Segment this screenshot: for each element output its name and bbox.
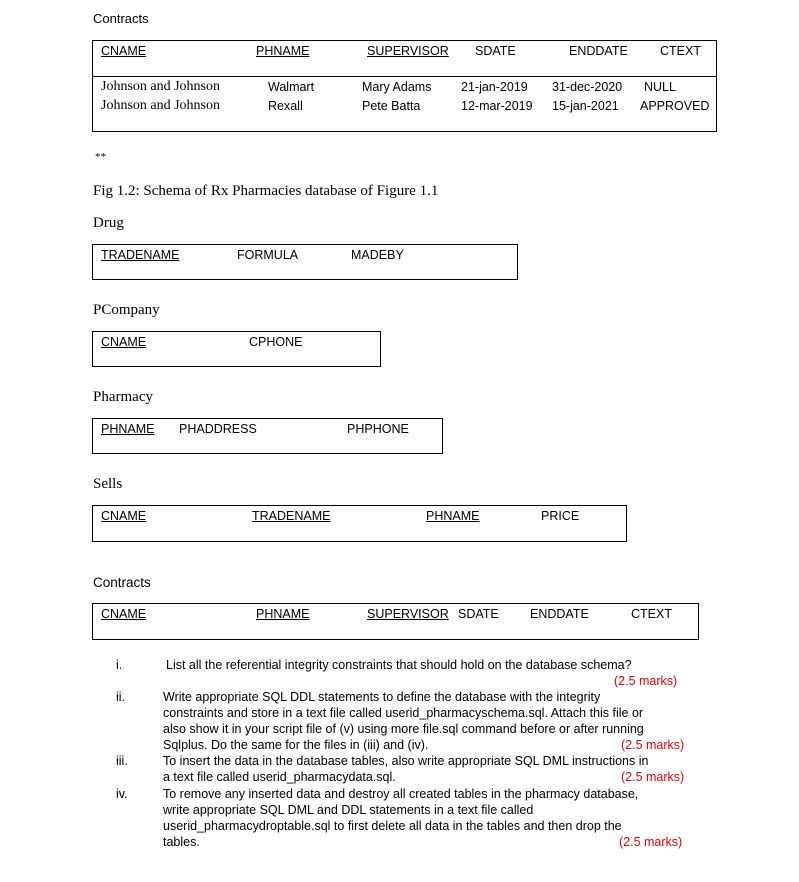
question-marks: (2.5 marks) bbox=[614, 674, 678, 688]
sells-col-tradename: TRADENAME bbox=[252, 509, 331, 523]
question-number: iii. bbox=[116, 754, 128, 768]
drug-col-tradename: TRADENAME bbox=[101, 248, 180, 262]
sells-col-price: PRICE bbox=[541, 509, 580, 523]
figure-caption: Fig 1.2: Schema of Rx Pharmacies database of Figure 1.1 bbox=[93, 183, 439, 199]
question-text: To remove any inserted data and destroy all created tables in the pharmacy database, bbox=[163, 787, 639, 801]
table-cell: Pete Batta bbox=[362, 99, 421, 113]
column-header-phname: PHNAME bbox=[256, 44, 310, 58]
question-text: To insert the data in the database tables, also write appropriate SQL DML instructions in bbox=[163, 754, 649, 768]
sells-col-phname: PHNAME bbox=[426, 509, 480, 523]
question-text: tables. bbox=[163, 835, 200, 849]
question-number: ii. bbox=[116, 690, 126, 704]
question-text: write appropriate SQL DML and DDL statements in a text file called bbox=[163, 803, 534, 817]
question-text: userid_pharmacydroptable.sql to first delete all data in the tables and then drop the bbox=[163, 819, 622, 833]
table-cell: 21-jan-2019 bbox=[461, 80, 528, 94]
contracts-col-ctext: CTEXT bbox=[631, 607, 672, 621]
contracts-schema-title: Contracts bbox=[93, 575, 151, 590]
question-marks: (2.5 marks) bbox=[619, 835, 683, 849]
question-marks: (2.5 marks) bbox=[621, 770, 685, 784]
table-cell: Walmart bbox=[268, 80, 315, 94]
table-cell: 15-jan-2021 bbox=[552, 99, 619, 113]
contracts-col-phname: PHNAME bbox=[256, 607, 310, 621]
pcompany-col-cname: CNAME bbox=[101, 335, 147, 349]
table-cell: APPROVED bbox=[640, 99, 710, 113]
contracts-table-title: Contracts bbox=[93, 11, 149, 26]
question-text: Sqlplus. Do the same for the files in (iii) and (iv). bbox=[163, 738, 429, 752]
drug-schema-title: Drug bbox=[93, 215, 124, 231]
question-number: i. bbox=[116, 658, 123, 672]
pharmacy-col-phname: PHNAME bbox=[101, 422, 155, 436]
sells-col-cname: CNAME bbox=[101, 509, 147, 523]
contracts-col-sdate: SDATE bbox=[458, 607, 499, 621]
table-cell: 31-dec-2020 bbox=[552, 80, 623, 94]
column-header-supervisor: SUPERVISOR bbox=[367, 44, 449, 58]
contracts-col-cname: CNAME bbox=[101, 607, 147, 621]
contracts-col-enddate: ENDDATE bbox=[530, 607, 589, 621]
drug-col-formula: FORMULA bbox=[237, 248, 299, 262]
pharmacy-col-phaddress: PHADDRESS bbox=[179, 422, 257, 436]
column-header-cname: CNAME bbox=[101, 44, 147, 58]
question-text: a text file called userid_pharmacydata.sql. bbox=[163, 770, 396, 784]
pcompany-schema-title: PCompany bbox=[93, 302, 160, 318]
table-cell: NULL bbox=[644, 80, 676, 94]
question-marks: (2.5 marks) bbox=[621, 738, 685, 752]
pharmacy-schema-title: Pharmacy bbox=[93, 389, 153, 405]
double-asterisk: ** bbox=[95, 151, 106, 163]
question-text: also show it in your script file of (v) using more file.sql command before or after running bbox=[163, 722, 644, 736]
table-cell: Johnson and Johnson bbox=[101, 79, 221, 94]
table-cell: 12-mar-2019 bbox=[461, 99, 533, 113]
drug-col-madeby: MADEBY bbox=[351, 248, 404, 262]
contracts-col-supervisor: SUPERVISOR bbox=[367, 607, 449, 621]
question-text: List all the referential integrity constraints that should hold on the database schema? bbox=[166, 658, 632, 672]
table-cell: Rexall bbox=[268, 99, 303, 113]
question-number: iv. bbox=[116, 787, 128, 801]
table-cell: Johnson and Johnson bbox=[101, 98, 221, 113]
column-header-sdate: SDATE bbox=[475, 44, 516, 58]
table-cell: Mary Adams bbox=[362, 80, 432, 94]
question-text: constraints and store in a text file called userid_pharmacyschema.sql. Attach this file or bbox=[163, 706, 644, 720]
sells-schema-title: Sells bbox=[93, 476, 123, 492]
pharmacy-col-phphone: PHPHONE bbox=[347, 422, 409, 436]
column-header-enddate: ENDDATE bbox=[569, 44, 628, 58]
question-text: Write appropriate SQL DDL statements to define the database with the integrity bbox=[163, 690, 601, 704]
pcompany-col-cphone: CPHONE bbox=[249, 335, 303, 349]
header-divider bbox=[93, 76, 716, 77]
column-header-ctext: CTEXT bbox=[660, 44, 701, 58]
